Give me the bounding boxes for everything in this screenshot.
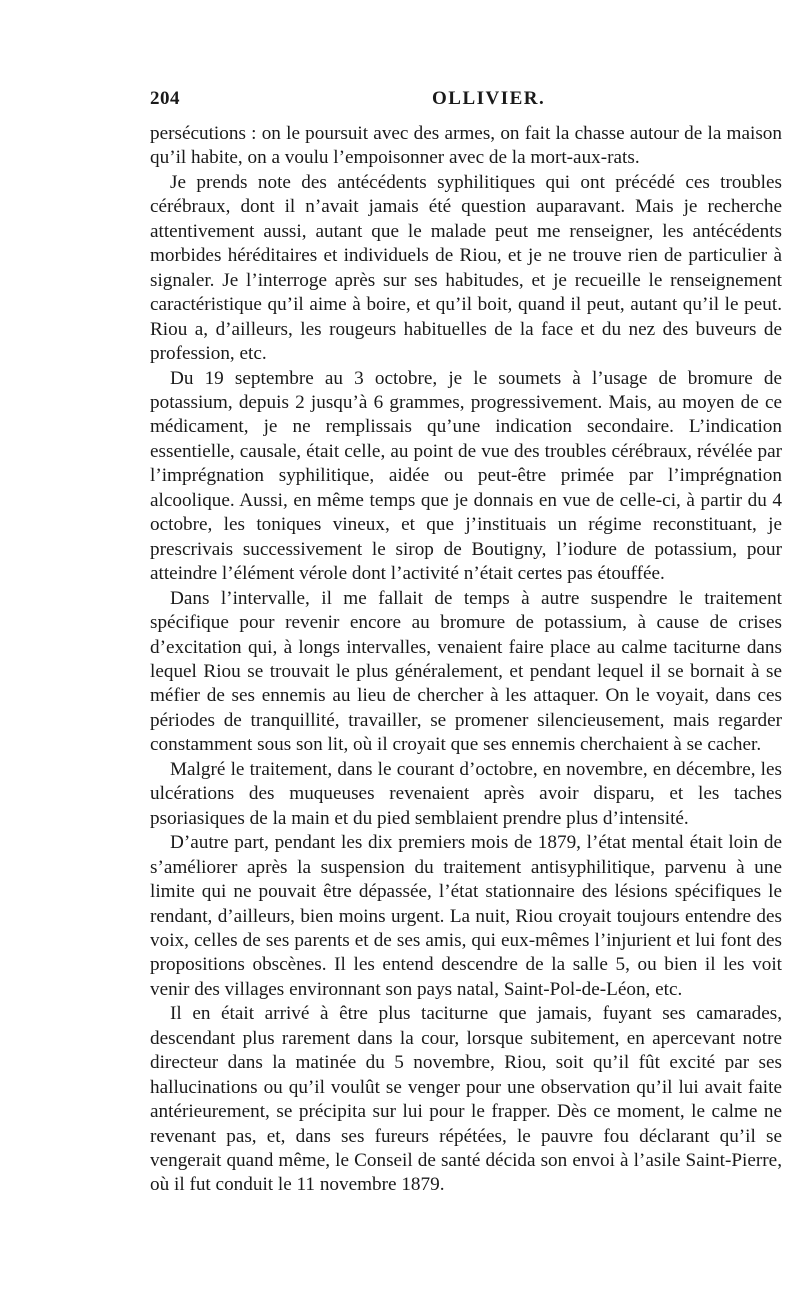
paragraph-1: persécutions : on le poursuit avec des armes, on fait la chasse autour de la maison qu’il habite, on a voulu l’empoisonner avec de la mort-aux-rats.	[150, 123, 782, 169]
page-number: 204	[150, 88, 180, 109]
page-header	[150, 88, 780, 116]
paragraph-4: Dans l’intervalle, il me fallait de temps à autre suspendre le traitement spécifique pour revenir encore au bromure de potassium, à cause de crises d’excitation qui, à longs intervalles, venaient faire place au calme taciturne dans lequel Riou se trouvait le plus généralement, et pendant lequel il se bornait à se méfier de ses ennemis au lieu de chercher à les attaquer. On le voyait, dans ces périodes de tranquillité, travailler, se promener silencieusement, mais regarder constamment sous son lit, où il croyait que ses ennemis cherchaient à se cacher.	[150, 587, 782, 756]
running-head: OLLIVIER.	[432, 88, 546, 109]
paragraph-5: Malgré le traitement, dans le courant d’octobre, en novembre, en décembre, les ulcérations des muqueuses revenaient après avoir disparu, et les taches psoriasiques de la main et du pied semblaient prendre plus d’intensité.	[150, 758, 782, 829]
paragraph-2: Je prends note des antécédents syphilitiques qui ont précédé ces troubles cérébraux, dont il n’avait jamais été question auparavant. Mais je recherche attentivement aussi, autant que le malade peut me renseigner, les antécédents morbides héréditaires et individuels de Riou, et je ne trouve rien de particulier à signaler. Je l’interroge après sur ses habitudes, et je recueille le renseignement caractéristique qu’il aime à boire, et qu’il boit, quand il peut, autant qu’il le peut. Riou a, d’ailleurs, les rougeurs habituelles de la face et du nez des buveurs de profession, etc.	[150, 171, 782, 365]
paragraph-3: Du 19 septembre au 3 octobre, je le soumets à l’usage de bromure de potassium, depuis 2 jusqu’à 6 grammes, progressivement. Mais, au moyen de ce médicament, je ne remplissais qu’une indication secondaire. L’indication essentielle, causale, était celle, au point de vue des troubles cérébraux, révélée par l’imprégnation syphilitique, aidée ou peut-être primée par l’imprégnation alcoolique. Aussi, en même temps que je donnais en vue de celle-ci, à partir du 4 octobre, les toniques vineux, et que j’instituais un régime reconstituant, je prescrivais successivement le sirop de Boutigny, l’iodure de potassium, pour atteindre l’élément vérole dont l’activité n’était certes pas étouffée.	[150, 367, 782, 585]
paragraph-6: D’autre part, pendant les dix premiers mois de 1879, l’état mental était loin de s’améliorer après la suspension du traitement antisyphilitique, parvenu à une limite qui ne pouvait être dépassée, l’état stationnaire des lésions spécifiques le rendant, d’ailleurs, bien moins urgent. La nuit, Riou croyait toujours entendre des voix, celles de ses parents et de ses amis, qui eux-mêmes l’injurient et lui font des propositions obscènes. Il les entend descendre de la salle 5, ou bien il les voit venir des villages environnant son pays natal, Saint-Pol-de-Léon, etc.	[150, 832, 782, 1000]
body-text	[150, 122, 782, 1198]
paragraph-7: Il en était arrivé à être plus taciturne que jamais, fuyant ses camarades, descendant plus rarement dans la cour, lorsque subitement, en apercevant notre directeur dans la matinée du 5 novembre, Riou, soit qu’il fût excité par ses hallucinations ou qu’il voulût se venger pour une observation qu’il lui avait faite antérieurement, se précipita sur lui pour le frapper. Dès ce moment, le calme ne revenant pas, et, dans ses fureurs répétées, le pauvre fou déclarant qu’il se vengerait quand même, le Conseil de santé décida son envoi à l’asile Saint-Pierre, où il fut conduit le 11 novembre 1879.	[150, 1003, 782, 1196]
